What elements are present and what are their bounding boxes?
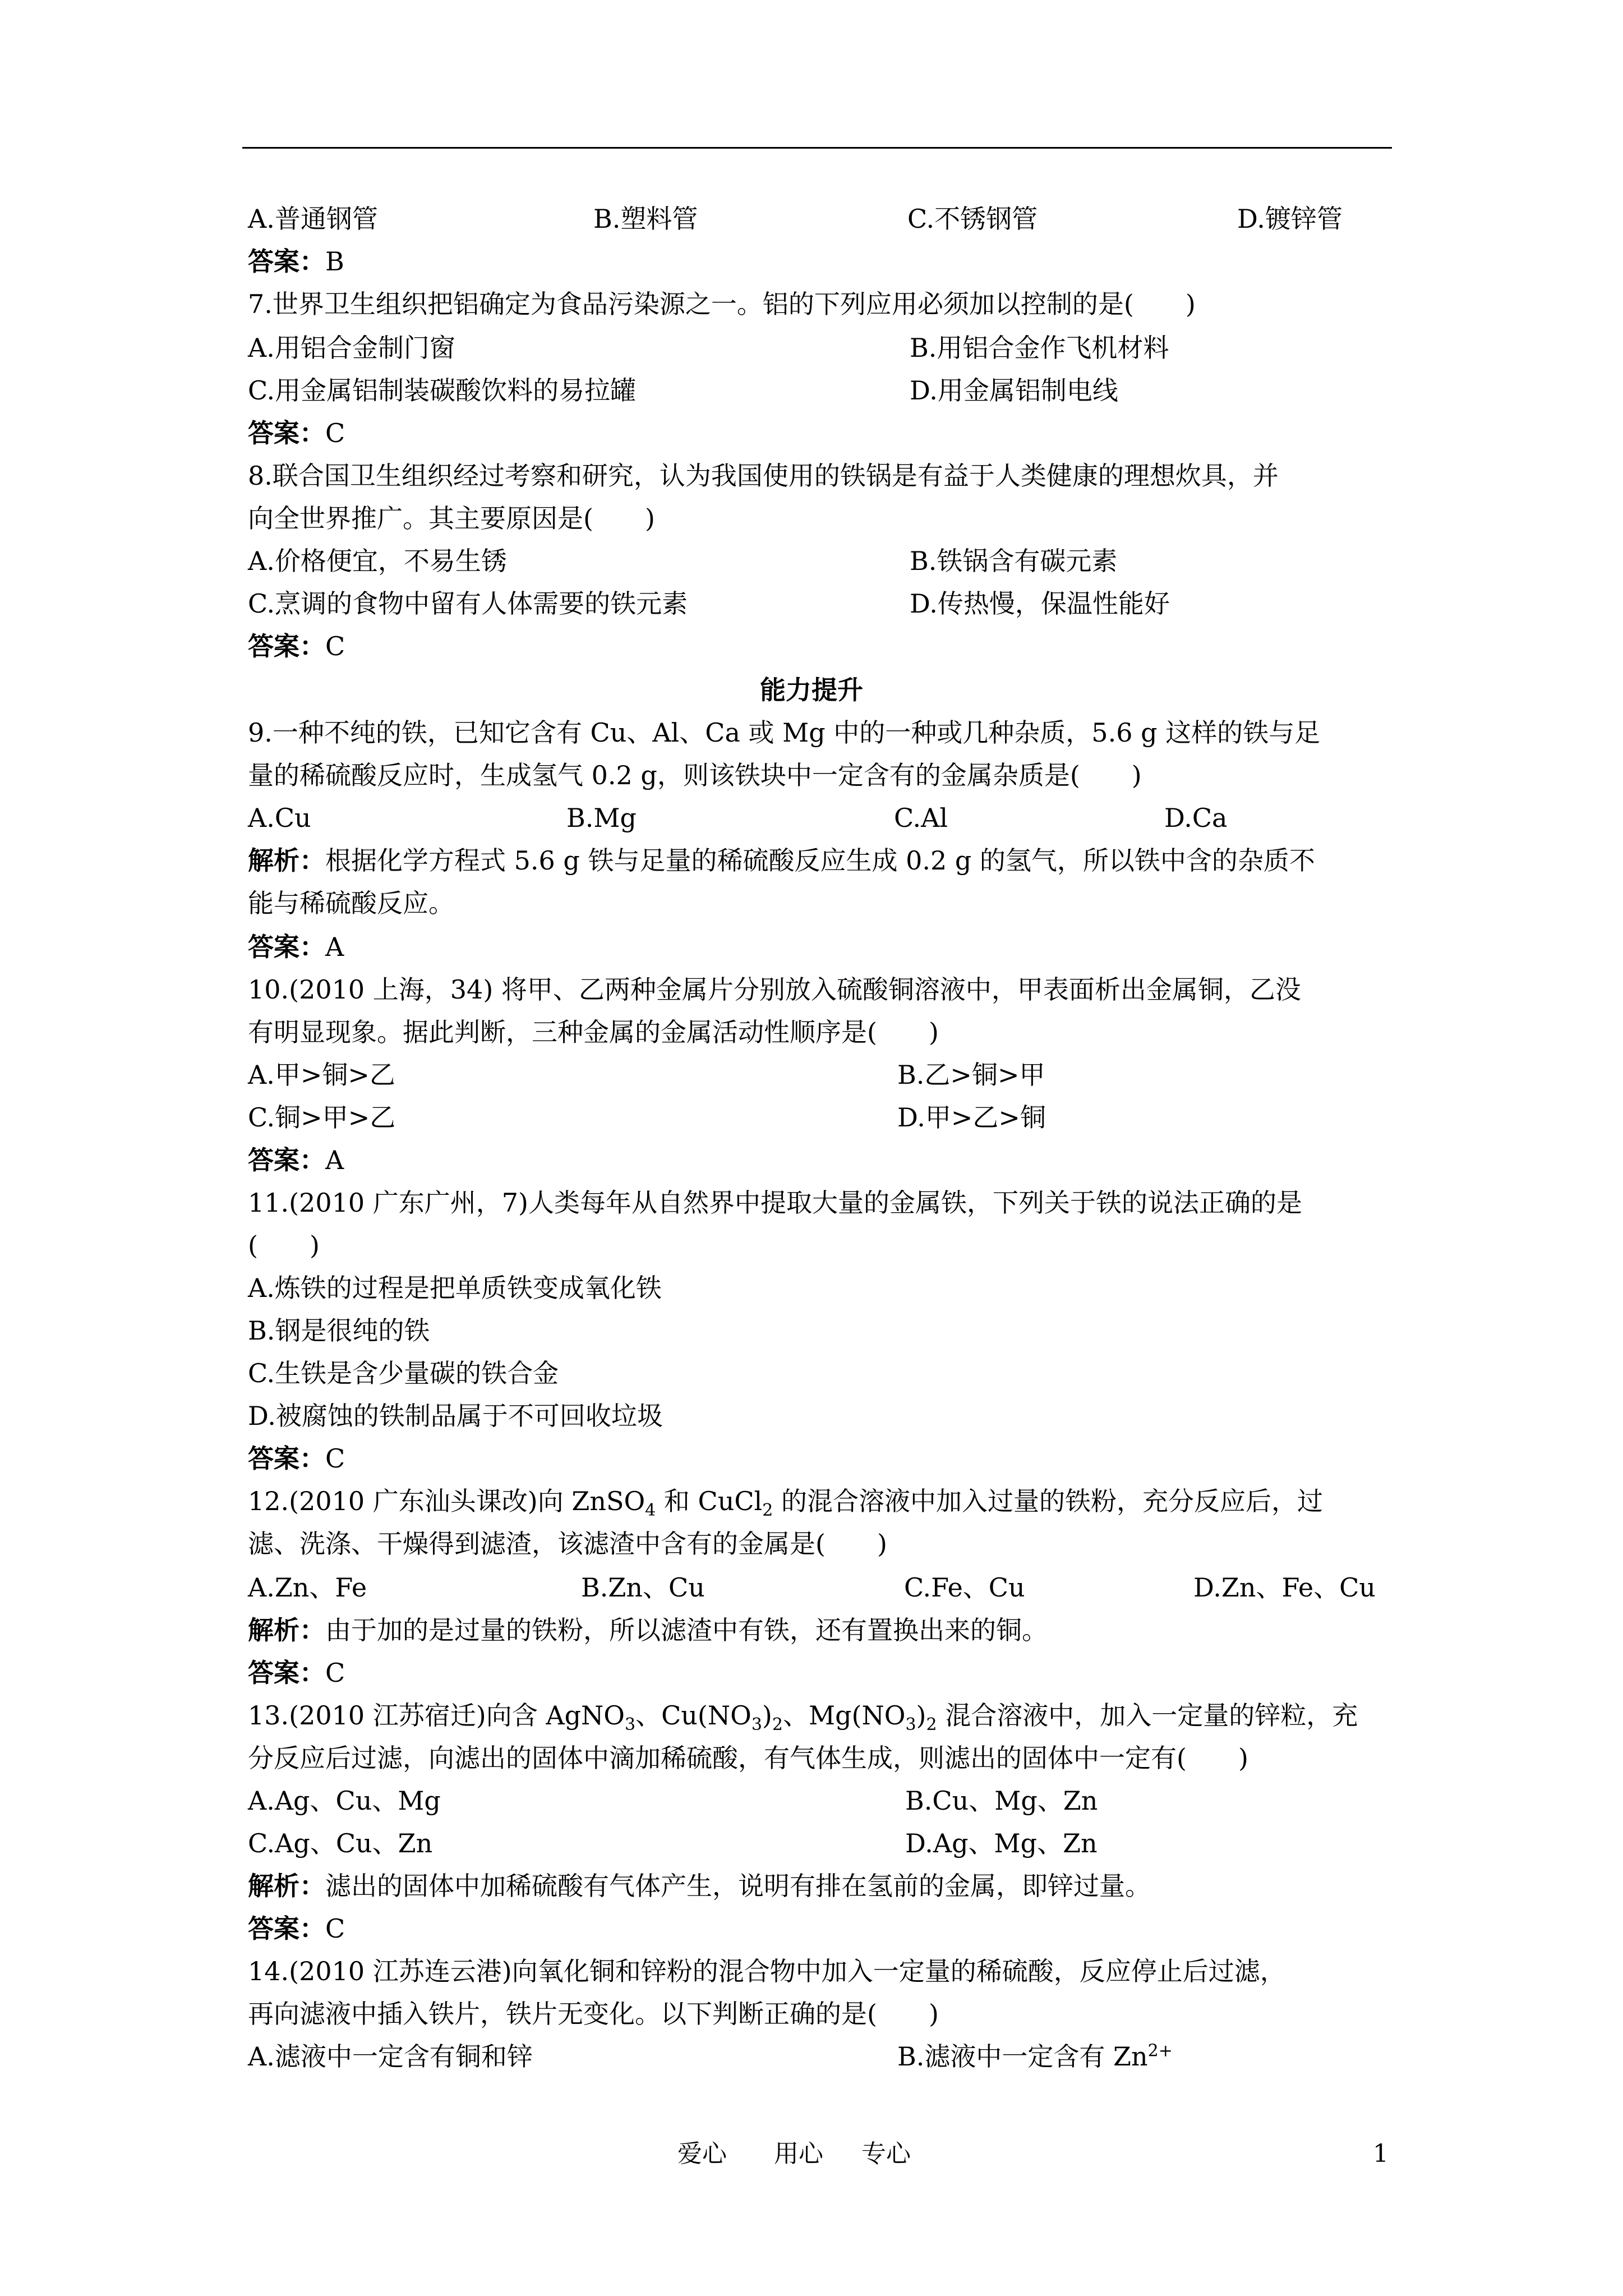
stem-text: 和 CuCl: [656, 1486, 763, 1516]
footer-motto-1: 爱心: [677, 2139, 727, 2168]
analysis-text: 根据化学方程式 5.6 g 铁与足量的稀硫酸反应生成 0.2 g 的氢气，所以铁中含的杂质不: [325, 845, 1315, 876]
q10-option-c: C.铜>甲>乙: [248, 1102, 396, 1133]
q12-stem-line1: [248, 1484, 1323, 1521]
q13-analysis: [248, 1869, 1151, 1903]
q12-stem-line2: 滤、洗涤、干燥得到滤渣，该滤渣中含有的金属是( ): [248, 1529, 887, 1559]
subscript: 2: [762, 1501, 773, 1521]
q12-option-d: D.Zn、Fe、Cu: [1193, 1572, 1376, 1603]
q13-option-c: C.Ag、Cu、Zn: [248, 1828, 433, 1858]
q13-stem-line1: [248, 1699, 1358, 1735]
q9-option-d: D.Ca: [1164, 803, 1228, 833]
stem-text: 13.(2010 江苏宿迁)向含 AgNO: [248, 1700, 625, 1731]
q14-stem-line1: 14.(2010 江苏连云港)向氧化铜和锌粉的混合物中加入一定量的稀硫酸，反应停止后过滤，: [248, 1956, 1286, 1986]
q7-option-a: A.用铝合金制门窗: [248, 333, 455, 363]
q11-option-c: C.生铁是含少量碳的铁合金: [248, 1358, 559, 1388]
q12-analysis: [248, 1613, 1048, 1647]
q10-stem-line2: 有明显现象。据此判断，三种金属的金属活动性顺序是( ): [248, 1017, 939, 1047]
analysis-text: 由于加的是过量的铁粉，所以滤渣中有铁，还有置换出来的铜。: [325, 1615, 1048, 1645]
q6-option-c: C.不锈钢管: [907, 204, 1038, 234]
answer-value: C: [325, 1443, 345, 1474]
q8-option-b: B.铁锅含有碳元素: [910, 546, 1118, 576]
subscript: 3: [751, 1715, 762, 1735]
answer-value: C: [325, 1658, 345, 1688]
option-text: B.滤液中一定含有 Zn: [897, 2041, 1148, 2072]
q7-option-c: C.用金属铝制装碳酸饮料的易拉罐: [248, 375, 637, 406]
stem-text: 混合溶液中，加入一定量的锌粒，充: [937, 1700, 1358, 1731]
q10-answer: [248, 1143, 344, 1177]
stem-text: 12.(2010 广东汕头课改)向 ZnSO: [248, 1486, 645, 1516]
subscript: 2: [926, 1715, 937, 1735]
answer-value: A: [325, 932, 344, 962]
q8-option-d: D.传热慢，保温性能好: [910, 588, 1170, 619]
q11-option-b: B.钢是很纯的铁: [248, 1315, 430, 1346]
q8-stem-line1: 8.联合国卫生组织经过考察和研究，认为我国使用的铁锅是有益于人类健康的理想炊具，并: [248, 461, 1279, 491]
header-rule: [242, 147, 1392, 149]
superscript: 2+: [1147, 2041, 1173, 2061]
q11-option-a: A.炼铁的过程是把单质铁变成氧化铁: [248, 1273, 662, 1303]
q14-option-a: A.滤液中一定含有铜和锌: [248, 2041, 533, 2072]
answer-label: 答案：: [248, 1913, 325, 1944]
q7-option-d: D.用金属铝制电线: [910, 375, 1118, 406]
q13-option-b: B.Cu、Mg、Zn: [905, 1786, 1098, 1816]
analysis-label: 解析：: [248, 845, 325, 876]
q11-option-d: D.被腐蚀的铁制品属于不可回收垃圾: [248, 1401, 663, 1431]
subscript: 2: [772, 1715, 783, 1735]
stem-text: 、Cu(NO: [635, 1700, 751, 1731]
q13-answer: [248, 1912, 345, 1945]
q6-option-b: B.塑料管: [593, 204, 698, 234]
q9-option-a: A.Cu: [248, 803, 311, 833]
answer-label: 答案：: [248, 631, 325, 661]
analysis-text: 滤出的固体中加稀硫酸有气体产生，说明有排在氢前的金属，即锌过量。: [325, 1871, 1151, 1901]
q10-option-b: B.乙>铜>甲: [897, 1060, 1045, 1090]
q9-option-b: B.Mg: [566, 803, 637, 833]
q10-option-a: A.甲>铜>乙: [248, 1060, 395, 1090]
q9-answer: [248, 930, 344, 964]
answer-label: 答案：: [248, 246, 325, 277]
footer-motto-2: 用心: [774, 2139, 823, 2168]
q14-stem-line2: 再向滤液中插入铁片，铁片无变化。以下判断正确的是( ): [248, 1999, 939, 2029]
q9-analysis-line2: 能与稀硫酸反应。: [248, 888, 454, 918]
answer-label: 答案：: [248, 1145, 325, 1175]
q12-option-a: A.Zn、Fe: [248, 1572, 367, 1603]
answer-value: C: [325, 1913, 345, 1944]
answer-label: 答案：: [248, 1443, 325, 1474]
footer-motto-3: 专心: [861, 2139, 911, 2168]
q11-stem-line1: 11.(2010 广东广州，7)人类每年从自然界中提取大量的金属铁，下列关于铁的说法正确的是: [248, 1188, 1303, 1218]
q6-answer: [248, 245, 344, 278]
analysis-label: 解析：: [248, 1615, 325, 1645]
q6-option-d: D.镀锌管: [1237, 204, 1343, 234]
q9-stem-line2: 量的稀硫酸反应时，生成氢气 0.2 g，则该铁块中一定含有的金属杂质是( ): [248, 760, 1142, 790]
q12-option-c: C.Fe、Cu: [904, 1572, 1025, 1603]
stem-text: ): [916, 1700, 926, 1731]
q7-stem: 7.世界卫生组织把铝确定为食品污染源之一。铝的下列应用必须加以控制的是( ): [248, 289, 1196, 319]
answer-label: 答案：: [248, 1658, 325, 1688]
q7-option-b: B.用铝合金作飞机材料: [910, 333, 1169, 363]
q12-answer: [248, 1656, 345, 1690]
answer-label: 答案：: [248, 418, 325, 448]
answer-value: B: [325, 246, 344, 277]
q8-option-a: A.价格便宜，不易生锈: [248, 546, 507, 576]
section-heading: 能力提升: [760, 675, 863, 705]
q9-analysis-line1: [248, 844, 1315, 877]
subscript: 4: [645, 1501, 656, 1521]
q6-option-a: A.普通钢管: [248, 204, 378, 234]
q9-stem-line1: 9.一种不纯的铁，已知它含有 Cu、Al、Ca 或 Mg 中的一种或几种杂质，5.6 g 这样的铁与足: [248, 717, 1321, 748]
page-number: 1: [1373, 2139, 1389, 2168]
q11-answer: [248, 1442, 345, 1475]
stem-text: 、Mg(NO: [782, 1700, 906, 1731]
q8-answer: [248, 629, 345, 663]
q12-option-b: B.Zn、Cu: [581, 1572, 705, 1603]
q10-option-d: D.甲>乙>铜: [897, 1102, 1046, 1133]
stem-text: 的混合溶液中加入过量的铁粉，充分反应后，过: [773, 1486, 1323, 1516]
q13-option-d: D.Ag、Mg、Zn: [905, 1828, 1098, 1858]
q9-option-c: C.Al: [894, 803, 948, 833]
q14-option-b: [897, 2040, 1173, 2073]
q8-option-c: C.烹调的食物中留有人体需要的铁元素: [248, 588, 688, 619]
q10-stem-line1: 10.(2010 上海，34) 将甲、乙两种金属片分别放入硫酸铜溶液中，甲表面析出金属铜，乙没: [248, 974, 1301, 1005]
analysis-label: 解析：: [248, 1871, 325, 1901]
q11-stem-line2: ( ): [248, 1230, 320, 1260]
subscript: 3: [625, 1715, 636, 1735]
answer-value: C: [325, 418, 345, 448]
q13-option-a: A.Ag、Cu、Mg: [248, 1786, 441, 1816]
answer-value: A: [325, 1145, 344, 1175]
q13-stem-line2: 分反应后过滤，向滤出的固体中滴加稀硫酸，有气体生成，则滤出的固体中一定有( ): [248, 1743, 1248, 1773]
q8-stem-line2: 向全世界推广。其主要原因是( ): [248, 503, 655, 533]
q7-answer: [248, 416, 345, 450]
subscript: 3: [905, 1715, 916, 1735]
answer-value: C: [325, 631, 345, 661]
stem-text: ): [762, 1700, 772, 1731]
answer-label: 答案：: [248, 932, 325, 962]
